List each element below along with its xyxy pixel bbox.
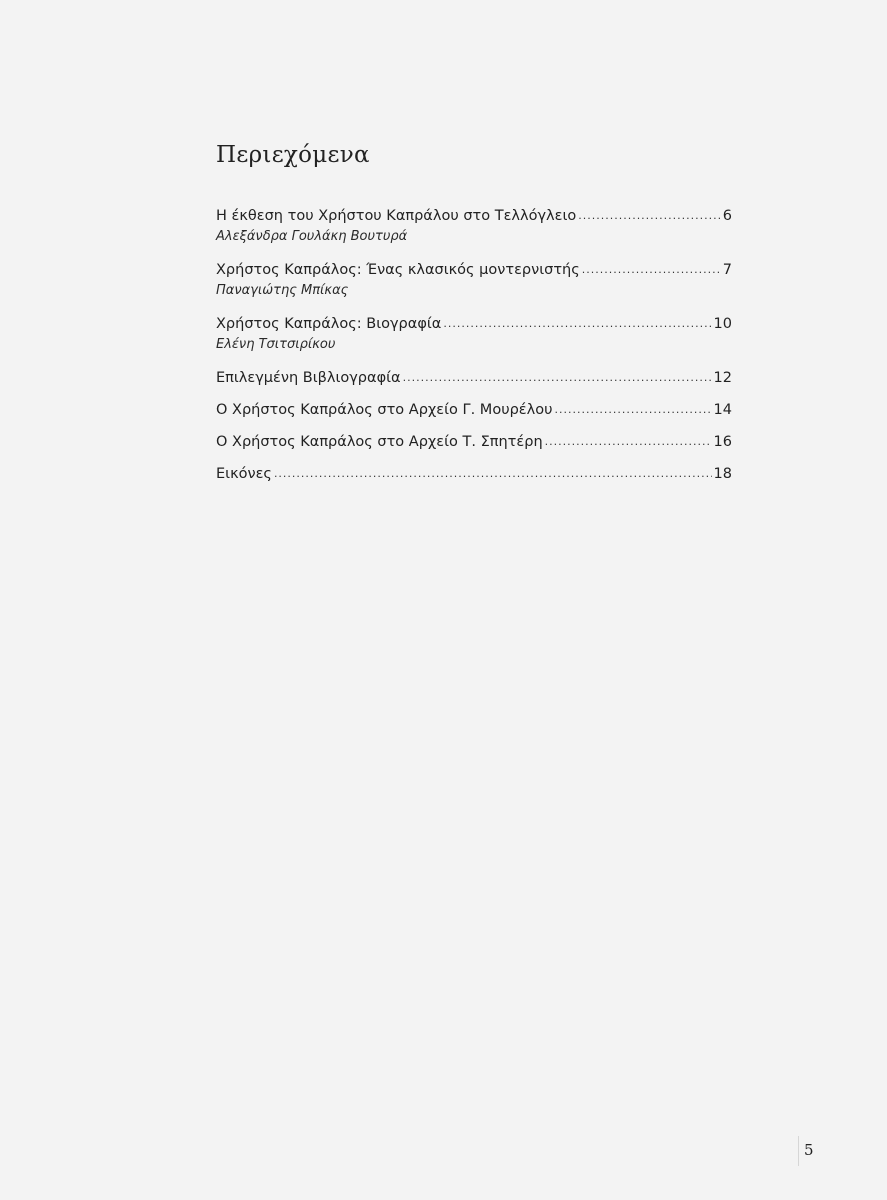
- toc-entry-title: Ο Χρήστος Καπράλος στο Αρχείο Τ. Σπητέρη: [216, 434, 543, 450]
- toc-entry-title: Εικόνες: [216, 466, 272, 482]
- dot-leader: [554, 399, 711, 421]
- toc-line: [216, 259, 732, 281]
- toc-entry-page: 14: [713, 402, 732, 418]
- toc-entry-page: 16: [713, 434, 732, 450]
- toc-entry: [216, 313, 732, 355]
- toc-entry-title: Η έκθεση του Χρήστου Καπράλου στο Τελλόγλειο: [216, 208, 577, 224]
- dot-leader: [403, 367, 712, 389]
- toc-line: [216, 431, 732, 453]
- toc-entry-page: 6: [722, 208, 732, 224]
- toc-line: [216, 205, 732, 227]
- toc-line: [216, 313, 732, 335]
- toc-entry-author: Παναγιώτης Μπίκας: [216, 283, 349, 298]
- toc-entry: [216, 463, 732, 485]
- toc-entry: [216, 367, 732, 389]
- page-number: 5: [804, 1141, 814, 1159]
- toc-entry-author: Αλεξάνδρα Γουλάκη Βουτυρά: [216, 229, 408, 244]
- toc-line: [216, 367, 732, 389]
- toc-entry-title: Επιλεγμένη Βιβλιογραφία: [216, 370, 401, 386]
- toc-entry: [216, 259, 732, 301]
- folio-rule: [798, 1136, 799, 1166]
- toc-entry-page: 18: [713, 466, 732, 482]
- toc-entry-page: 10: [713, 316, 732, 332]
- toc-entry-page: 12: [713, 370, 732, 386]
- dot-leader: [582, 259, 721, 281]
- dot-leader: [443, 313, 711, 335]
- toc-entry: [216, 431, 732, 453]
- toc-line: [216, 399, 732, 421]
- toc-entry-title: Ο Χρήστος Καπράλος στο Αρχείο Γ. Μουρέλου: [216, 402, 553, 418]
- toc-line: [216, 463, 732, 485]
- dot-leader: [545, 431, 712, 453]
- toc-entry: [216, 399, 732, 421]
- contents-heading: Περιεχόμενα: [216, 142, 370, 168]
- table-of-contents: [216, 205, 732, 495]
- toc-entry-title: Χρήστος Καπράλος: Ένας κλασικός μοντερνιστής: [216, 262, 580, 278]
- dot-leader: [274, 463, 712, 485]
- toc-entry: [216, 205, 732, 247]
- toc-entry-page: 7: [722, 262, 732, 278]
- dot-leader: [578, 205, 721, 227]
- toc-entry-title: Χρήστος Καπράλος: Βιογραφία: [216, 316, 442, 332]
- toc-entry-author: Ελένη Τσιτσιρίκου: [216, 337, 336, 352]
